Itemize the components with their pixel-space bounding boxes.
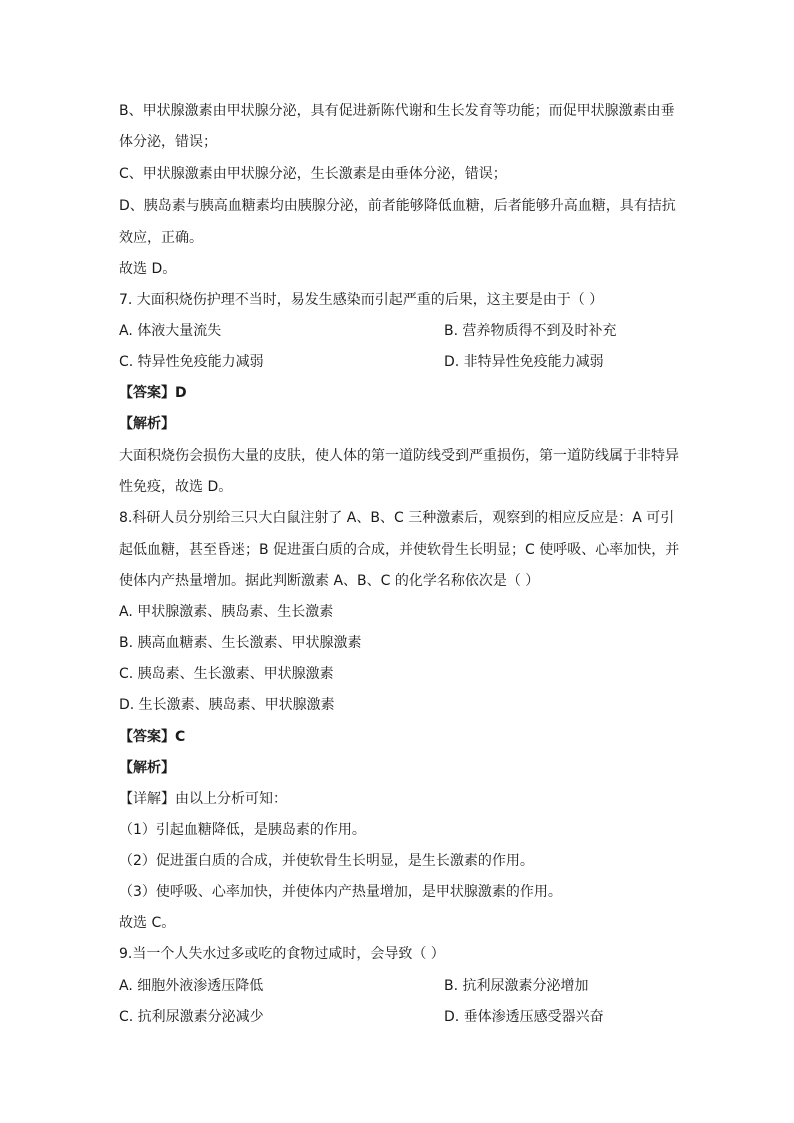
q8-point-2: （2）促进蛋白质的合成，并使软骨生长明显，是生长激素的作用。 — [119, 853, 534, 869]
q6-conclusion: 故选 D。 — [119, 261, 177, 277]
q6-option-d-explanation-line2: 效应，正确。 — [119, 230, 203, 246]
q6-option-d-explanation-line1: D、胰岛素与胰高血糖素均由胰腺分泌，前者能够降低血糖，后者能够升高血糖，具有拮抗 — [119, 198, 676, 214]
q8-option-d: D. 生长激素、胰岛素、甲状腺激素 — [119, 697, 335, 713]
q8-stem-line1: 8.科研人员分别给三只大白鼠注射了 A、B、C 三种激素后，观察到的相应反应是：A 可引 — [119, 510, 675, 526]
q9-option-a: A. 细胞外液渗透压降低 — [119, 978, 264, 994]
q9-option-d: D. 垂体渗透压感受器兴奋 — [444, 1009, 604, 1025]
q9-option-c: C. 抗利尿激素分泌减少 — [119, 1009, 264, 1025]
q8-stem-line3: 使体内产热量增加。据此判断激素 A、B、C 的化学名称依次是（ ） — [119, 573, 540, 589]
q7-option-a: A. 体液大量流失 — [119, 323, 222, 339]
q8-detail-line: 【详解】由以上分析可知： — [119, 791, 287, 807]
q8-analysis-heading: 【解析】 — [119, 760, 175, 776]
q8-conclusion: 故选 C。 — [119, 915, 176, 931]
q8-stem-line2: 起低血糖，甚至昏迷；B 促进蛋白质的合成，并使软骨生长明显；C 使呼吸、心率加快，并 — [119, 542, 680, 558]
q8-answer: 【答案】C — [119, 729, 186, 745]
q9-stem: 9.当一个人失水过多或吃的食物过咸时，会导致（ ） — [119, 946, 445, 962]
q6-option-c-explanation: C、甲状腺激素由甲状腺分泌，生长激素是由垂体分泌，错误； — [119, 166, 507, 182]
q7-stem: 7. 大面积烧伤护理不当时，易发生感染而引起严重的后果，这主要是由于（ ） — [119, 292, 604, 308]
q8-point-3: （3）使呼吸、心率加快，并使体内产热量增加，是甲状腺激素的作用。 — [119, 884, 562, 900]
q9-option-b: B. 抗利尿激素分泌增加 — [444, 978, 589, 994]
q7-option-d: D. 非特异性免疫能力减弱 — [444, 354, 604, 370]
q8-option-b: B. 胰高血糖素、生长激素、甲状腺激素 — [119, 635, 362, 651]
q7-answer: 【答案】D — [119, 385, 187, 401]
q8-point-1: （1）引起血糖降低，是胰岛素的作用。 — [119, 822, 366, 838]
q7-analysis-line1: 大面积烧伤会损伤大量的皮肤，使人体的第一道防线受到严重损伤，第一道防线属于非特异 — [119, 448, 679, 464]
q7-analysis-heading: 【解析】 — [119, 416, 175, 432]
q7-option-b: B. 营养物质得不到及时补充 — [444, 323, 617, 339]
q8-option-a: A. 甲状腺激素、胰岛素、生长激素 — [119, 604, 334, 620]
q7-option-c: C. 特异性免疫能力减弱 — [119, 354, 264, 370]
q7-analysis-line2: 性免疫，故选 D。 — [119, 479, 233, 495]
q6-option-b-explanation-line2: 体分泌，错误； — [119, 134, 217, 150]
q6-option-b-explanation-line1: B、甲状腺激素由甲状腺分泌，具有促进新陈代谢和生长发育等功能；而促甲状腺激素由垂 — [119, 103, 675, 119]
q8-option-c: C. 胰岛素、生长激素、甲状腺激素 — [119, 666, 334, 682]
